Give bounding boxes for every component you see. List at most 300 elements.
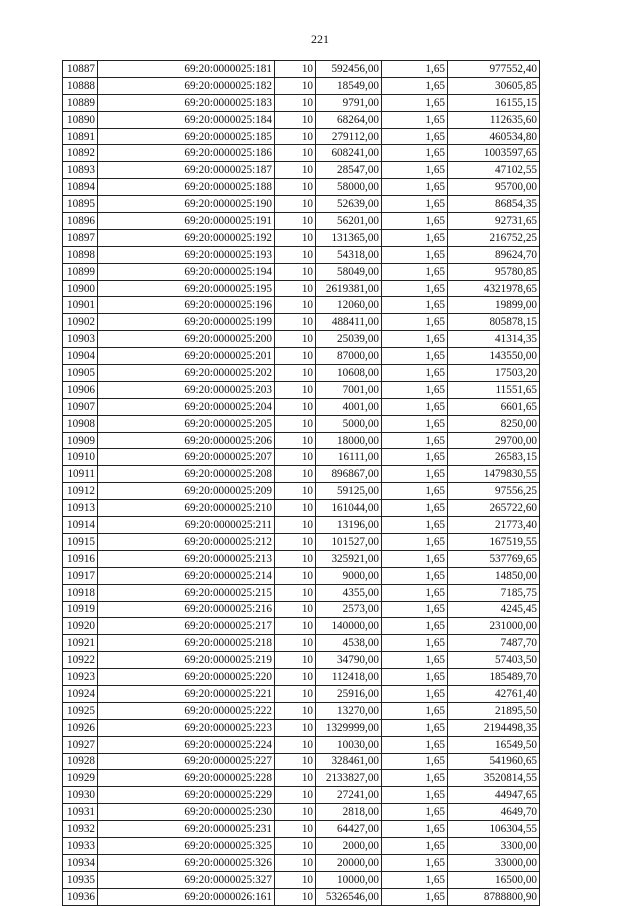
coefficient-cell: 1,65: [382, 415, 448, 432]
table-row: [63, 246, 540, 263]
code-cell: 10: [275, 567, 316, 584]
cadastral-number-cell: 69:20:0000025:221: [98, 685, 275, 702]
row-number-cell: 10914: [63, 517, 98, 534]
cadastral-number-cell: 69:20:0000025:224: [98, 736, 275, 753]
coefficient-cell: 1,65: [382, 365, 448, 382]
value-cell: 4321978,65: [448, 280, 540, 297]
value-cell: 16155,15: [448, 94, 540, 111]
table-row: [63, 280, 540, 297]
area-cell: 16111,00: [316, 449, 382, 466]
value-cell: 29700,00: [448, 432, 540, 449]
cadastral-number-cell: 69:20:0000025:219: [98, 652, 275, 669]
cadastral-number-cell: 69:20:0000025:216: [98, 601, 275, 618]
area-cell: 18000,00: [316, 432, 382, 449]
row-number-cell: 10926: [63, 719, 98, 736]
code-cell: 10: [275, 145, 316, 162]
coefficient-cell: 1,65: [382, 601, 448, 618]
value-cell: 541960,65: [448, 753, 540, 770]
row-number-cell: 10929: [63, 770, 98, 787]
coefficient-cell: 1,65: [382, 246, 448, 263]
row-number-cell: 10927: [63, 736, 98, 753]
table-row: [63, 331, 540, 348]
area-cell: 7001,00: [316, 381, 382, 398]
coefficient-cell: 1,65: [382, 280, 448, 297]
value-cell: 6601,65: [448, 398, 540, 415]
row-number-cell: 10896: [63, 213, 98, 230]
cadastral-number-cell: 69:20:0000025:227: [98, 753, 275, 770]
coefficient-cell: 1,65: [382, 229, 448, 246]
row-number-cell: 10934: [63, 854, 98, 871]
code-cell: 10: [275, 483, 316, 500]
row-number-cell: 10898: [63, 246, 98, 263]
table-row: [63, 871, 540, 888]
coefficient-cell: 1,65: [382, 618, 448, 635]
table-row: [63, 213, 540, 230]
code-cell: 10: [275, 652, 316, 669]
cadastral-number-cell: 69:20:0000025:213: [98, 550, 275, 567]
row-number-cell: 10921: [63, 635, 98, 652]
scan-artifact: [515, 888, 517, 890]
row-number-cell: 10918: [63, 584, 98, 601]
table-row: [63, 196, 540, 213]
value-cell: 2194498,35: [448, 719, 540, 736]
area-cell: 56201,00: [316, 213, 382, 230]
table-row: [63, 162, 540, 179]
code-cell: 10: [275, 365, 316, 382]
row-number-cell: 10936: [63, 888, 98, 905]
coefficient-cell: 1,65: [382, 652, 448, 669]
coefficient-cell: 1,65: [382, 567, 448, 584]
row-number-cell: 10930: [63, 787, 98, 804]
coefficient-cell: 1,65: [382, 263, 448, 280]
coefficient-cell: 1,65: [382, 449, 448, 466]
table-row: [63, 635, 540, 652]
table-row: [63, 483, 540, 500]
table-row: [63, 466, 540, 483]
row-number-cell: 10888: [63, 77, 98, 94]
area-cell: 59125,00: [316, 483, 382, 500]
value-cell: 16549,50: [448, 736, 540, 753]
area-cell: 131365,00: [316, 229, 382, 246]
value-cell: 167519,55: [448, 533, 540, 550]
code-cell: 10: [275, 753, 316, 770]
code-cell: 10: [275, 618, 316, 635]
table-row: [63, 297, 540, 314]
table-row: [63, 669, 540, 686]
cadastral-number-cell: 69:20:0000025:327: [98, 871, 275, 888]
code-cell: 10: [275, 263, 316, 280]
code-cell: 10: [275, 61, 316, 78]
code-cell: 10: [275, 888, 316, 905]
table-row: [63, 837, 540, 854]
area-cell: 27241,00: [316, 787, 382, 804]
coefficient-cell: 1,65: [382, 685, 448, 702]
row-number-cell: 10893: [63, 162, 98, 179]
coefficient-cell: 1,65: [382, 584, 448, 601]
table-row: [63, 601, 540, 618]
area-cell: 2573,00: [316, 601, 382, 618]
row-number-cell: 10925: [63, 702, 98, 719]
page-number: 221: [311, 32, 329, 46]
cadastral-number-cell: 69:20:0000025:202: [98, 365, 275, 382]
value-cell: 3300,00: [448, 837, 540, 854]
value-cell: 4245,45: [448, 601, 540, 618]
area-cell: 52639,00: [316, 196, 382, 213]
value-cell: 7185,75: [448, 584, 540, 601]
cadastral-number-cell: 69:20:0000025:188: [98, 179, 275, 196]
row-number-cell: 10913: [63, 500, 98, 517]
coefficient-cell: 1,65: [382, 500, 448, 517]
coefficient-cell: 1,65: [382, 517, 448, 534]
area-cell: 608241,00: [316, 145, 382, 162]
value-cell: 537769,65: [448, 550, 540, 567]
value-cell: 86854,35: [448, 196, 540, 213]
value-cell: 4649,70: [448, 804, 540, 821]
table-row: [63, 229, 540, 246]
row-number-cell: 10917: [63, 567, 98, 584]
cadastral-number-cell: 69:20:0000025:215: [98, 584, 275, 601]
code-cell: 10: [275, 719, 316, 736]
cadastral-number-cell: 69:20:0000025:193: [98, 246, 275, 263]
cadastral-number-cell: 69:20:0000025:206: [98, 432, 275, 449]
code-cell: 10: [275, 196, 316, 213]
row-number-cell: 10924: [63, 685, 98, 702]
cadastral-number-cell: 69:20:0000025:211: [98, 517, 275, 534]
area-cell: 2619381,00: [316, 280, 382, 297]
coefficient-cell: 1,65: [382, 635, 448, 652]
code-cell: 10: [275, 314, 316, 331]
cadastral-number-cell: 69:20:0000025:190: [98, 196, 275, 213]
cadastral-number-cell: 69:20:0000025:222: [98, 702, 275, 719]
value-cell: 185489,70: [448, 669, 540, 686]
value-cell: 1003597,65: [448, 145, 540, 162]
cadastral-number-cell: 69:20:0000025:209: [98, 483, 275, 500]
area-cell: 34790,00: [316, 652, 382, 669]
area-cell: 10608,00: [316, 365, 382, 382]
area-cell: 161044,00: [316, 500, 382, 517]
coefficient-cell: 1,65: [382, 736, 448, 753]
area-cell: 2133827,00: [316, 770, 382, 787]
table-row: [63, 618, 540, 635]
value-cell: 17503,20: [448, 365, 540, 382]
table-row: [63, 584, 540, 601]
area-cell: 4001,00: [316, 398, 382, 415]
area-cell: 10030,00: [316, 736, 382, 753]
coefficient-cell: 1,65: [382, 331, 448, 348]
cadastral-number-cell: 69:20:0000025:214: [98, 567, 275, 584]
value-cell: 21895,50: [448, 702, 540, 719]
area-cell: 87000,00: [316, 348, 382, 365]
code-cell: 10: [275, 685, 316, 702]
table-row: [63, 314, 540, 331]
coefficient-cell: 1,65: [382, 854, 448, 871]
value-cell: 231000,00: [448, 618, 540, 635]
cadastral-number-cell: 69:20:0000025:217: [98, 618, 275, 635]
cadastral-number-cell: 69:20:0000025:210: [98, 500, 275, 517]
code-cell: 10: [275, 162, 316, 179]
coefficient-cell: 1,65: [382, 77, 448, 94]
value-cell: 8788800,90: [448, 888, 540, 905]
cadastral-number-cell: 69:20:0000025:218: [98, 635, 275, 652]
row-number-cell: 10890: [63, 111, 98, 128]
row-number-cell: 10922: [63, 652, 98, 669]
row-number-cell: 10915: [63, 533, 98, 550]
area-cell: 25039,00: [316, 331, 382, 348]
value-cell: 3520814,55: [448, 770, 540, 787]
row-number-cell: 10891: [63, 128, 98, 145]
area-cell: 5000,00: [316, 415, 382, 432]
area-cell: 68264,00: [316, 111, 382, 128]
code-cell: 10: [275, 213, 316, 230]
code-cell: 10: [275, 179, 316, 196]
table-row: [63, 263, 540, 280]
code-cell: 10: [275, 348, 316, 365]
value-cell: 106304,55: [448, 821, 540, 838]
code-cell: 10: [275, 111, 316, 128]
table-row: [63, 128, 540, 145]
coefficient-cell: 1,65: [382, 398, 448, 415]
code-cell: 10: [275, 770, 316, 787]
area-cell: 2000,00: [316, 837, 382, 854]
table-row: [63, 652, 540, 669]
code-cell: 10: [275, 517, 316, 534]
value-cell: 216752,25: [448, 229, 540, 246]
code-cell: 10: [275, 94, 316, 111]
table-row: [63, 111, 540, 128]
area-cell: 279112,00: [316, 128, 382, 145]
coefficient-cell: 1,65: [382, 432, 448, 449]
area-cell: 328461,00: [316, 753, 382, 770]
row-number-cell: 10895: [63, 196, 98, 213]
value-cell: 26583,15: [448, 449, 540, 466]
code-cell: 10: [275, 550, 316, 567]
table-row: [63, 753, 540, 770]
code-cell: 10: [275, 669, 316, 686]
area-cell: 9000,00: [316, 567, 382, 584]
value-cell: 33000,00: [448, 854, 540, 871]
cadastral-number-cell: 69:20:0000025:185: [98, 128, 275, 145]
coefficient-cell: 1,65: [382, 804, 448, 821]
table-row: [63, 94, 540, 111]
coefficient-cell: 1,65: [382, 128, 448, 145]
table-row: [63, 770, 540, 787]
cadastral-number-cell: 69:20:0000026:161: [98, 888, 275, 905]
area-cell: 325921,00: [316, 550, 382, 567]
row-number-cell: 10899: [63, 263, 98, 280]
area-cell: 64427,00: [316, 821, 382, 838]
code-cell: 10: [275, 466, 316, 483]
value-cell: 1479830,55: [448, 466, 540, 483]
table-row: [63, 145, 540, 162]
cadastral-number-cell: 69:20:0000025:182: [98, 77, 275, 94]
row-number-cell: 10901: [63, 297, 98, 314]
row-number-cell: 10900: [63, 280, 98, 297]
cadastral-number-cell: 69:20:0000025:186: [98, 145, 275, 162]
table-row: [63, 517, 540, 534]
table-row: [63, 348, 540, 365]
coefficient-cell: 1,65: [382, 533, 448, 550]
row-number-cell: 10931: [63, 804, 98, 821]
cadastral-number-cell: 69:20:0000025:228: [98, 770, 275, 787]
table-row: [63, 61, 540, 78]
value-cell: 44947,65: [448, 787, 540, 804]
area-cell: 1329999,00: [316, 719, 382, 736]
value-cell: 21773,40: [448, 517, 540, 534]
cadastral-number-cell: 69:20:0000025:229: [98, 787, 275, 804]
code-cell: 10: [275, 533, 316, 550]
coefficient-cell: 1,65: [382, 770, 448, 787]
registry-table-body: [63, 61, 540, 906]
area-cell: 10000,00: [316, 871, 382, 888]
table-row: [63, 77, 540, 94]
area-cell: 58000,00: [316, 179, 382, 196]
value-cell: 143550,00: [448, 348, 540, 365]
cadastral-number-cell: 69:20:0000025:195: [98, 280, 275, 297]
table-row: [63, 179, 540, 196]
value-cell: 265722,60: [448, 500, 540, 517]
area-cell: 12060,00: [316, 297, 382, 314]
value-cell: 89624,70: [448, 246, 540, 263]
code-cell: 10: [275, 432, 316, 449]
value-cell: 11551,65: [448, 381, 540, 398]
cadastral-number-cell: 69:20:0000025:205: [98, 415, 275, 432]
row-number-cell: 10933: [63, 837, 98, 854]
cadastral-number-cell: 69:20:0000025:184: [98, 111, 275, 128]
table-row: [63, 432, 540, 449]
table-row: [63, 685, 540, 702]
coefficient-cell: 1,65: [382, 753, 448, 770]
row-number-cell: 10908: [63, 415, 98, 432]
code-cell: 10: [275, 449, 316, 466]
value-cell: 95700,00: [448, 179, 540, 196]
area-cell: 896867,00: [316, 466, 382, 483]
row-number-cell: 10912: [63, 483, 98, 500]
row-number-cell: 10905: [63, 365, 98, 382]
code-cell: 10: [275, 381, 316, 398]
cadastral-number-cell: 69:20:0000025:231: [98, 821, 275, 838]
cadastral-number-cell: 69:20:0000025:192: [98, 229, 275, 246]
area-cell: 18549,00: [316, 77, 382, 94]
cadastral-number-cell: 69:20:0000025:325: [98, 837, 275, 854]
value-cell: 14850,00: [448, 567, 540, 584]
cadastral-number-cell: 69:20:0000025:326: [98, 854, 275, 871]
table-row: [63, 415, 540, 432]
row-number-cell: 10909: [63, 432, 98, 449]
cadastral-number-cell: 69:20:0000025:187: [98, 162, 275, 179]
value-cell: 460534,80: [448, 128, 540, 145]
table-row: [63, 449, 540, 466]
table-row: [63, 854, 540, 871]
row-number-cell: 10887: [63, 61, 98, 78]
value-cell: 30605,85: [448, 77, 540, 94]
cadastral-number-cell: 69:20:0000025:203: [98, 381, 275, 398]
cadastral-number-cell: 69:20:0000025:196: [98, 297, 275, 314]
area-cell: 4538,00: [316, 635, 382, 652]
cadastral-number-cell: 69:20:0000025:199: [98, 314, 275, 331]
cadastral-number-cell: 69:20:0000025:201: [98, 348, 275, 365]
value-cell: 19899,00: [448, 297, 540, 314]
value-cell: 805878,15: [448, 314, 540, 331]
code-cell: 10: [275, 229, 316, 246]
table-row: [63, 381, 540, 398]
area-cell: 5326546,00: [316, 888, 382, 905]
code-cell: 10: [275, 246, 316, 263]
area-cell: 20000,00: [316, 854, 382, 871]
cadastral-number-cell: 69:20:0000025:230: [98, 804, 275, 821]
area-cell: 54318,00: [316, 246, 382, 263]
coefficient-cell: 1,65: [382, 111, 448, 128]
value-cell: 95780,85: [448, 263, 540, 280]
registry-table: [62, 60, 540, 906]
coefficient-cell: 1,65: [382, 483, 448, 500]
area-cell: 4355,00: [316, 584, 382, 601]
coefficient-cell: 1,65: [382, 297, 448, 314]
row-number-cell: 10923: [63, 669, 98, 686]
cadastral-number-cell: 69:20:0000025:208: [98, 466, 275, 483]
code-cell: 10: [275, 871, 316, 888]
row-number-cell: 10919: [63, 601, 98, 618]
code-cell: 10: [275, 601, 316, 618]
row-number-cell: 10903: [63, 331, 98, 348]
code-cell: 10: [275, 804, 316, 821]
code-cell: 10: [275, 77, 316, 94]
code-cell: 10: [275, 297, 316, 314]
area-cell: 112418,00: [316, 669, 382, 686]
coefficient-cell: 1,65: [382, 213, 448, 230]
row-number-cell: 10897: [63, 229, 98, 246]
table-row: [63, 821, 540, 838]
area-cell: 13196,00: [316, 517, 382, 534]
cadastral-number-cell: 69:20:0000025:191: [98, 213, 275, 230]
area-cell: 2818,00: [316, 804, 382, 821]
code-cell: 10: [275, 331, 316, 348]
value-cell: 8250,00: [448, 415, 540, 432]
code-cell: 10: [275, 837, 316, 854]
code-cell: 10: [275, 821, 316, 838]
coefficient-cell: 1,65: [382, 94, 448, 111]
coefficient-cell: 1,65: [382, 719, 448, 736]
coefficient-cell: 1,65: [382, 196, 448, 213]
coefficient-cell: 1,65: [382, 871, 448, 888]
table-row: [63, 719, 540, 736]
cadastral-number-cell: 69:20:0000025:212: [98, 533, 275, 550]
cadastral-number-cell: 69:20:0000025:204: [98, 398, 275, 415]
cadastral-number-cell: 69:20:0000025:194: [98, 263, 275, 280]
code-cell: 10: [275, 415, 316, 432]
cadastral-number-cell: 69:20:0000025:220: [98, 669, 275, 686]
coefficient-cell: 1,65: [382, 888, 448, 905]
area-cell: 28547,00: [316, 162, 382, 179]
value-cell: 57403,50: [448, 652, 540, 669]
cadastral-number-cell: 69:20:0000025:181: [98, 61, 275, 78]
row-number-cell: 10906: [63, 381, 98, 398]
coefficient-cell: 1,65: [382, 550, 448, 567]
value-cell: 92731,65: [448, 213, 540, 230]
area-cell: 101527,00: [316, 533, 382, 550]
value-cell: 112635,60: [448, 111, 540, 128]
code-cell: 10: [275, 398, 316, 415]
row-number-cell: 10916: [63, 550, 98, 567]
area-cell: 58049,00: [316, 263, 382, 280]
row-number-cell: 10910: [63, 449, 98, 466]
area-cell: 140000,00: [316, 618, 382, 635]
coefficient-cell: 1,65: [382, 787, 448, 804]
value-cell: 7487,70: [448, 635, 540, 652]
coefficient-cell: 1,65: [382, 314, 448, 331]
code-cell: 10: [275, 854, 316, 871]
area-cell: 488411,00: [316, 314, 382, 331]
value-cell: 41314,35: [448, 331, 540, 348]
